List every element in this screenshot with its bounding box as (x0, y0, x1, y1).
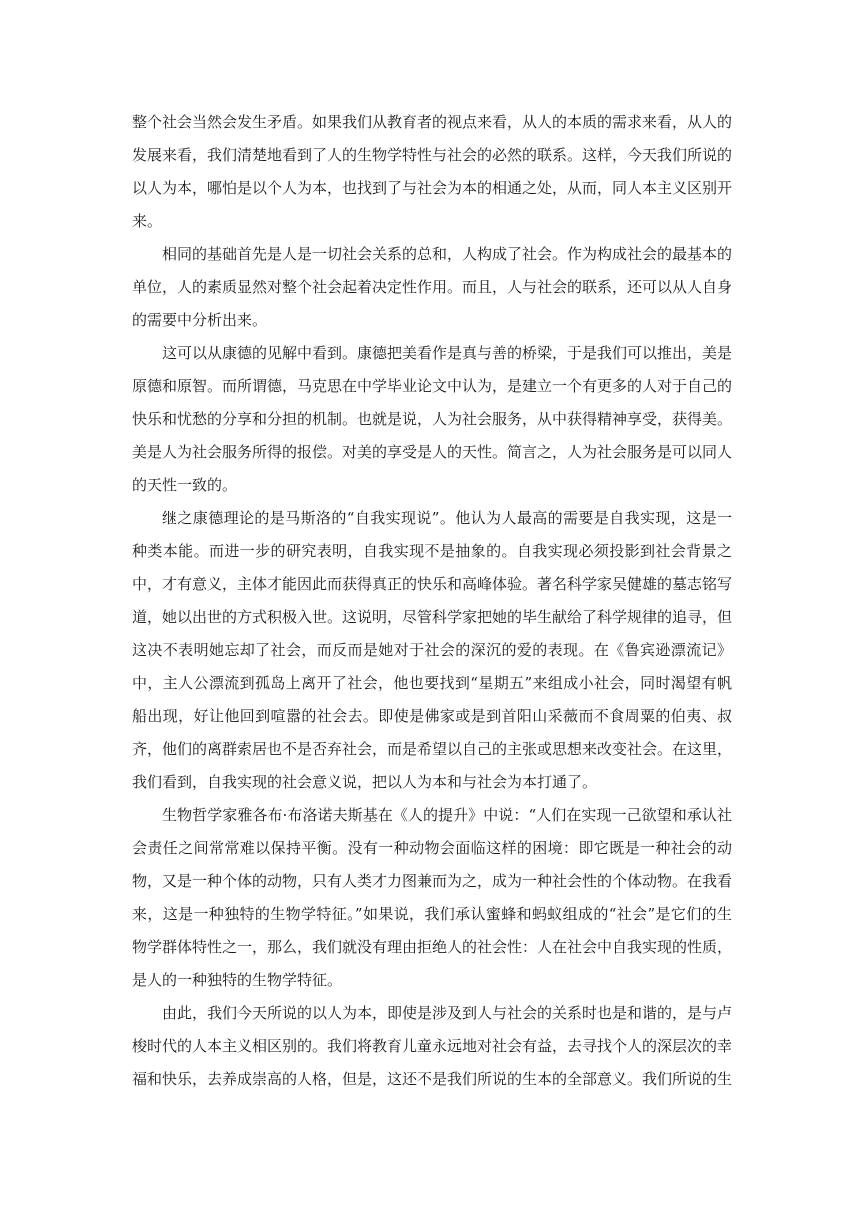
paragraph-continuation: 整个社会当然会发生矛盾。如果我们从教育者的视点来看，从人的本质的需求来看，从人的发展来看，我们清楚地看到了人的生物学特性与社会的必然的联系。这样，今天我们所说的以人为本，哪怕是以个人为本，也找到了与社会为本的相通之处，从而，同人本主义区别开来。 (132, 113, 733, 230)
paragraph-3: 这可以从康德的见解中看到。康德把美看作是真与善的桥梁，于是我们可以推出，美是原德和原智。而所谓德，马克思在中学毕业论文中认为，是建立一个有更多的人对于自己的快乐和忧愁的分享和分担的机制。也就是说，人为社会服务，从中获得精神享受，获得美。美是人为社会服务所得的报偿。对美的享受是人的天性。简言之，人为社会服务是可以同人的天性一致的。 (132, 344, 733, 494)
paragraph-6: 由此，我们今天所说的以人为本，即使是涉及到人与社会的关系时也是和谐的，是与卢梭时代的人本主义相区别的。我们将教育儿童永远地对社会有益，去寻找个人的深层次的幸福和快乐，去养成崇高的人格，但是，这还不是我们所说的生本的全部意义。我们所说的生 (132, 1004, 733, 1088)
essay-body (132, 106, 732, 1096)
paragraph-4: 继之康德理论的是马斯洛的“自我实现说”。他认为人最高的需要是自我实现，这是一种类本能。而进一步的研究表明，自我实现不是抽象的。自我实现必须投影到社会背景之中，才有意义，主体才能因此而获得真正的快乐和高峰体验。著名科学家吴健雄的墓志铭写道，她以出世的方式积极入世。这说明，尽管科学家把她的毕生献给了科学规律的追寻，但这决不表明她忘却了社会，而反而是她对于社会的深沉的爱的表现。在《鲁宾逊漂流记》中，主人公漂流到孤岛上离开了社会，他也要找到“星期五”来组成小社会，同时渴望有帆船出现，好让他回到喧嚣的社会去。即使是佛家或是到首阳山采薇而不食周粟的伯夷、叔齐，他们的离群索居也不是否弃社会，而是希望以自己的主张或思想来改变社会。在这里，我们看到，自我实现的社会意义说，把以人为本和与社会为本打通了。 (132, 509, 733, 791)
paragraph-5: 生物哲学家雅各布·布洛诺夫斯基在《人的提升》中说：“人们在实现一己欲望和承认社会责任之间常常难以保持平衡。没有一种动物会面临这样的困境：即它既是一种社会的动物，又是一种个体的动物，只有人类才力图兼而为之，成为一种社会性的个体动物。在我看来，这是一种独特的生物学特征。”如果说，我们承认蜜蜂和蚂蚁组成的“社会”是它们的生物学群体特性之一，那么，我们就没有理由拒绝人的社会性：人在社会中自我实现的性质，是人的一种独特的生物学特征。 (132, 806, 733, 989)
paragraph-2: 相同的基础首先是人是一切社会关系的总和，人构成了社会。作为构成社会的最基本的单位，人的素质显然对整个社会起着决定性作用。而且，人与社会的联系，还可以从人自身的需要中分析出来。 (132, 245, 733, 329)
